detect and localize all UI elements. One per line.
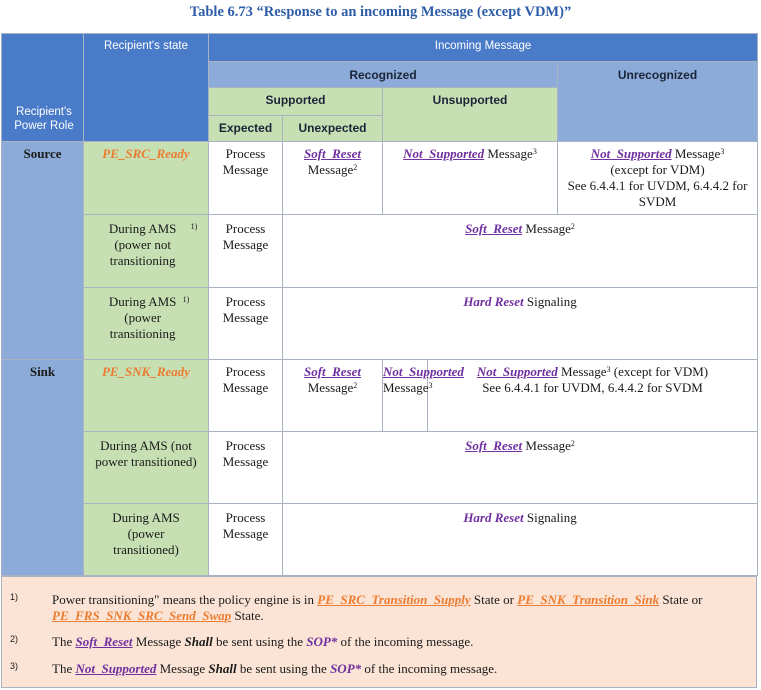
process-message-text: Process Message: [222, 364, 269, 395]
header-supported-text: Supported: [265, 93, 326, 107]
soft-reset-link: Soft_Reset: [303, 364, 362, 379]
role-sink: [2, 360, 84, 576]
footnote-ref: 2: [353, 163, 358, 172]
sop-ref: SOP*: [330, 661, 362, 676]
header-recognized-text: Recognized: [349, 68, 417, 82]
header-recipient-state: [84, 34, 209, 142]
footnote-fragment: Message: [132, 634, 185, 649]
message-text: Message: [525, 221, 571, 236]
footnote-text: [52, 661, 742, 677]
snk-ams1-other: [283, 432, 758, 504]
footnote-ref: 2: [570, 439, 575, 448]
message-text: Message: [383, 380, 429, 395]
process-message-text: Process Message: [222, 438, 269, 469]
header-expected-text: Expected: [218, 121, 273, 135]
footnote-ref: 1): [190, 222, 198, 231]
process-message-text: Process Message: [222, 510, 269, 541]
message-text: Message: [561, 364, 607, 379]
response-table: [1, 33, 758, 576]
snk-ams1-expected: [209, 432, 283, 504]
table-caption: Table 6.73 “Response to an incoming Message (except VDM)”: [189, 4, 572, 20]
header-unexpected: [283, 116, 383, 142]
snk-ready-unexpected: [283, 360, 383, 432]
src-ready-expected: [209, 142, 283, 215]
state-ams-text: During AMS (power transitioning: [108, 294, 177, 341]
role-source: [2, 142, 84, 360]
footnote-fragment: Power transitioning" means the policy engine is in: [52, 592, 318, 607]
soft-reset-link: Soft_Reset: [303, 146, 362, 161]
footnote-ref: 3: [532, 147, 537, 156]
src-ams2-expected: [209, 288, 283, 360]
src-ready-unsupported: [383, 142, 558, 215]
signaling-text: Signaling: [526, 510, 577, 525]
footnote-number: 2): [10, 634, 19, 644]
snk-ams2-other: [283, 504, 758, 576]
header-unrecognized-text: Unrecognized: [617, 68, 698, 82]
message-text: Message: [674, 146, 721, 161]
state-snk-ams-transitioned: [84, 504, 209, 576]
role-source-text: Source: [23, 146, 62, 161]
snk-ready-unrecognized: [428, 360, 758, 432]
footnote-ref: 3: [428, 381, 433, 390]
header-incoming-message: [209, 34, 758, 62]
header-power-role-text: Recipient's Power Role: [14, 106, 74, 132]
header-unrecognized: [558, 62, 758, 142]
footnote-fragment: The: [52, 634, 76, 649]
message-text: Message: [487, 146, 533, 161]
state-src-ready-text: PE_SRC_Ready: [102, 146, 190, 161]
snk-ready-expected: [209, 360, 283, 432]
src-ams1-other: [283, 215, 758, 288]
footnote-fragment: be sent using the: [212, 634, 307, 649]
state-ref: PE_SNK_Transition_Sink: [517, 592, 660, 607]
process-message-text: Process Message: [222, 294, 269, 325]
state-snk-ready: [84, 360, 209, 432]
footnotes: [1, 576, 757, 688]
header-unexpected-text: Unexpected: [298, 121, 367, 135]
state-ams-text: During AMS (power transitioned): [112, 510, 180, 557]
message-text: Message: [307, 162, 354, 177]
header-unsupported-text: Unsupported: [432, 93, 508, 107]
header-unsupported: [383, 88, 558, 142]
see-section-text: See 6.4.4.1 for UVDM, 6.4.4.2 for SVDM: [567, 178, 748, 209]
shall-keyword: Shall: [184, 634, 213, 649]
message-ref: Soft_Reset: [75, 634, 133, 649]
footnote-ref: 3: [720, 147, 725, 156]
state-src-ready: [84, 142, 209, 215]
not-supported-link: Not_Supported: [476, 364, 558, 379]
message-text: Message: [307, 380, 354, 395]
state-ref: PE_FRS_SNK_SRC_Send_Swap: [52, 608, 232, 623]
except-vdm-text: (except for VDM): [610, 162, 705, 177]
src-ams2-other: [283, 288, 758, 360]
footnote-fragment: State or: [659, 592, 703, 607]
not-supported-link: Not_Supported: [383, 364, 464, 379]
footnote-ref: 3: [606, 365, 611, 374]
state-src-ams-not-transitioning: [84, 215, 209, 288]
footnote-number: 1): [10, 592, 19, 602]
message-text: Message: [525, 438, 571, 453]
soft-reset-link: Soft_Reset: [465, 221, 523, 236]
src-ready-unexpected: [283, 142, 383, 215]
role-sink-text: Sink: [29, 364, 56, 379]
footnote-fragment: of the incoming message.: [361, 661, 498, 676]
not-supported-link: Not_Supported: [403, 146, 485, 161]
snk-ready-unsupported: [383, 360, 464, 432]
not-supported-link: Not_Supported: [590, 146, 672, 161]
header-recognized: [209, 62, 558, 88]
src-ams1-expected: [209, 215, 283, 288]
hard-reset-text: Hard Reset: [463, 510, 524, 525]
footnote-fragment: The: [52, 661, 76, 676]
header-power-role: [2, 34, 84, 142]
message-ref: Not_Supported: [75, 661, 157, 676]
footnote-fragment: be sent using the: [236, 661, 331, 676]
soft-reset-link: Soft_Reset: [465, 438, 523, 453]
signaling-text: Signaling: [526, 294, 577, 309]
footnote-fragment: State.: [231, 608, 264, 623]
process-message-text: Process Message: [222, 221, 269, 252]
hard-reset-text: Hard Reset: [463, 294, 524, 309]
footnote-ref: 2: [353, 381, 358, 390]
see-section-text: See 6.4.4.1 for UVDM, 6.4.4.2 for SVDM: [482, 380, 703, 395]
header-recipient-state-text: Recipient's state: [103, 40, 188, 52]
footnote-fragment: State or: [470, 592, 518, 607]
header-incoming-message-text: Incoming Message: [434, 40, 532, 52]
state-src-ams-transitioning: [84, 288, 209, 360]
shall-keyword: Shall: [208, 661, 237, 676]
footnote-fragment: of the incoming message.: [337, 634, 474, 649]
state-ref: PE_SRC_Transition_Supply: [317, 592, 471, 607]
except-vdm-text: (except for VDM): [610, 364, 709, 379]
state-snk-ready-text: PE_SNK_Ready: [101, 364, 191, 379]
state-snk-ams-not-transitioned: [84, 432, 209, 504]
process-message-text: Process Message: [222, 146, 269, 177]
footnote-fragment: Message: [156, 661, 209, 676]
footnote-text: [52, 634, 742, 650]
header-expected: [209, 116, 283, 142]
header-supported: [209, 88, 383, 116]
footnote-ref: 1): [182, 295, 190, 304]
footnote-ref: 2: [570, 222, 575, 231]
src-ready-unrecognized: [558, 142, 758, 215]
snk-ams2-expected: [209, 504, 283, 576]
sop-ref: SOP*: [306, 634, 338, 649]
state-ams-text: During AMS (power not transitioning: [108, 221, 177, 268]
footnote-number: 3): [10, 661, 19, 671]
state-ams-text: During AMS (not power transitioned): [95, 438, 197, 469]
footnote-text: [52, 592, 742, 624]
